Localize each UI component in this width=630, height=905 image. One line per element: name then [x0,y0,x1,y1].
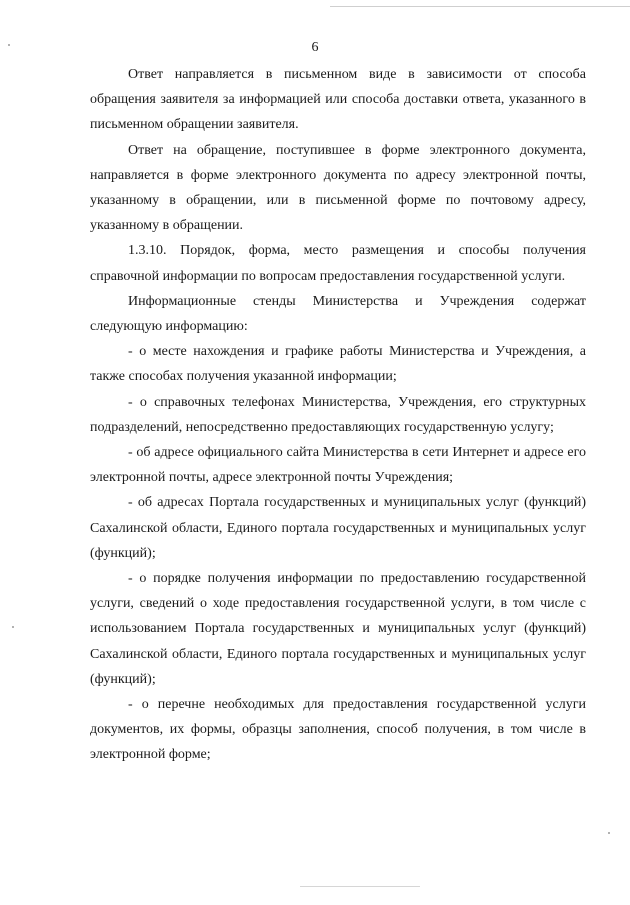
paragraph: 1.3.10. Порядок, форма, место размещения и способы получения справочной информации по вопросам предоставления государственной услуги. [90,243,586,284]
scan-edge-line [330,6,630,7]
paragraph: - об адресе официального сайта Министерства в сети Интернет и адресе его электронной почты, адресе электронной почты Учреждения; [90,445,586,486]
paragraph: - о месте нахождения и графике работы Министерства и Учреждения, а также способах получения указанной информации; [90,344,586,385]
paragraph: - о справочных телефонах Министерства, Учреждения, его структурных подразделений, непосредственно предоставляющих государственную услугу; [90,394,586,435]
paragraph: Ответ направляется в письменном виде в зависимости от способа обращения заявителя за информацией или способа доставки ответа, указанного в письменном обращении заявителя. [90,67,586,133]
scan-edge-line [300,886,420,887]
document-body [90,62,586,768]
paragraph: - о перечне необходимых для предоставления государственной услуги документов, их формы, образцы заполнения, способ получения, в том числе в электронной форме; [90,697,586,763]
paragraph: Ответ на обращение, поступившее в форме электронного документа, направляется в форме электронного документа по адресу электронной почты, указанному в обращении, или в письменной форме по почтовому адресу, указанному в обращении. [90,142,586,234]
paragraph: - об адресах Портала государственных и муниципальных услуг (функций) Сахалинской области, Единого портала государственных и муниципальных услуг (функций); [90,495,586,561]
paragraph: - о порядке получения информации по предоставлению государственной услуги, сведений о ходе предоставления государственной услуги, в том числе с использованием Портала государственных и муниципальных услуг (функций) Сахалинской области, Единого портала государственных и муниципальных услуг (функций); [90,571,586,687]
scan-speck [608,832,610,834]
paragraph: Информационные стенды Министерства и Учреждения содержат следующую информацию: [90,293,586,335]
page-number: 6 [311,40,319,55]
scan-speck [12,626,14,628]
scan-speck [8,44,10,46]
